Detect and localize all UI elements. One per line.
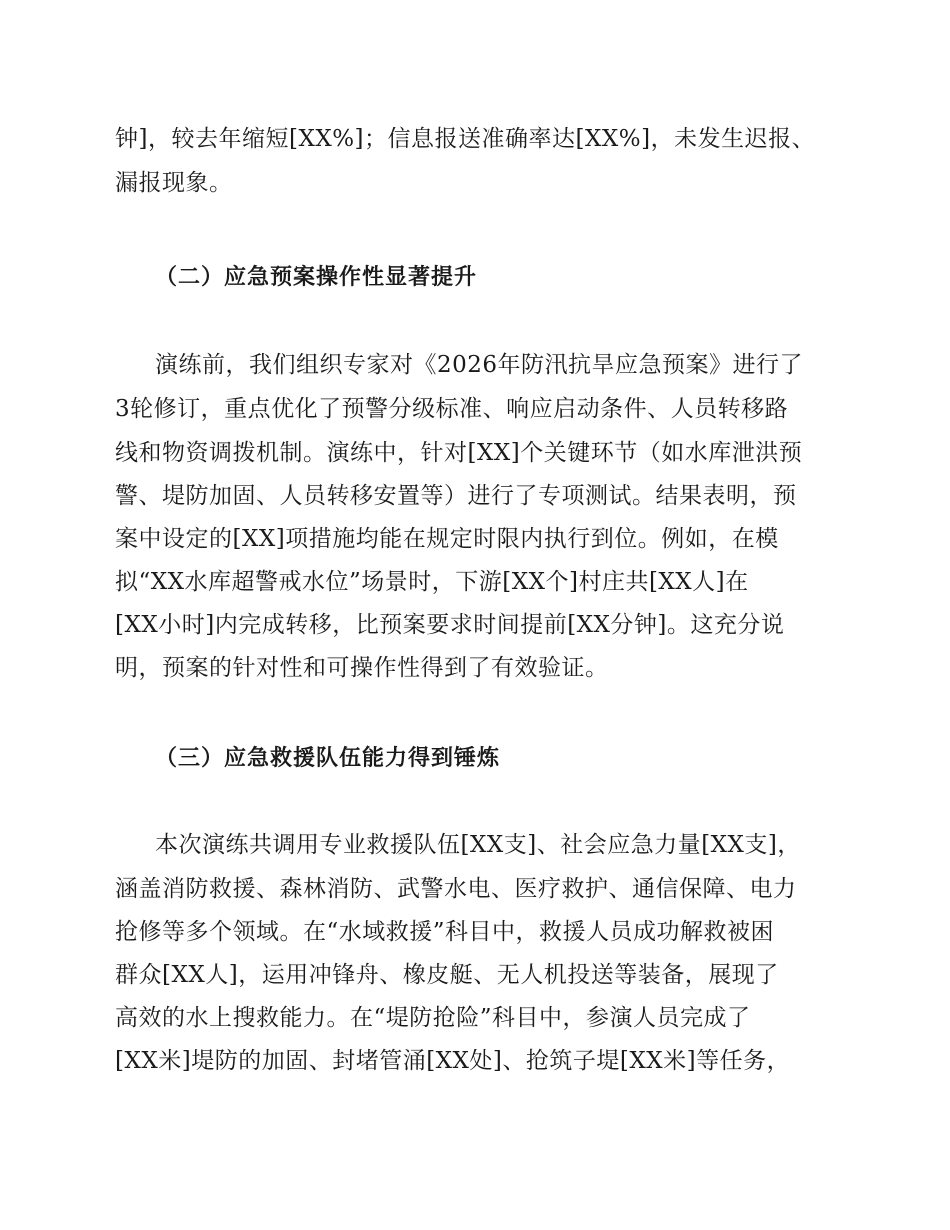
- paragraph-line: 涵盖消防救援、森林消防、武警水电、医疗救护、通信保障、电力: [115, 876, 797, 902]
- paragraph-line: 3轮修订，重点优化了预警分级标准、响应启动条件、人员转移路: [115, 396, 789, 422]
- paragraph-line: 群众[XX人]，运用冲锋舟、橡皮艇、无人机投送等装备，展现了: [115, 962, 779, 988]
- paragraph-line: 高效的水上搜救能力。在“堤防抢险”科目中，参演人员完成了: [115, 1005, 751, 1031]
- paragraph-line: 漏报现象。: [115, 170, 233, 196]
- paragraph-line: 明，预案的针对性和可操作性得到了有效验证。: [115, 655, 609, 681]
- paragraph-line: 案中设定的[XX]项措施均能在规定时限内执行到位。例如，在模: [115, 526, 779, 552]
- paragraph-line: 线和物资调拨机制。演练中，针对[XX]个关键环节（如水库泄洪预: [115, 440, 803, 466]
- paragraph-line: 拟“XX水库超警戒水位”场景时，下游[XX个]村庄共[XX人]在: [115, 569, 749, 595]
- paragraph-line: [XX米]堤防的加固、封堵管涌[XX处]、抢筑子堤[XX米]等任务，: [115, 1048, 791, 1074]
- paragraph-line: 本次演练共调用专业救援队伍[XX支]、社会应急力量[XX支]，: [155, 832, 801, 858]
- paragraph-line: 抢修等多个领域。在“水域救援”科目中，救援人员成功解救被困: [115, 919, 775, 945]
- section-heading: （二）应急预案操作性显著提升: [155, 265, 478, 290]
- paragraph-line: [XX小时]内完成转移，比预案要求时间提前[XX分钟]。这充分说: [115, 612, 785, 638]
- paragraph-line: 警、堤防加固、人员转移安置等）进行了专项测试。结果表明，预: [115, 483, 797, 509]
- paragraph-line: 演练前，我们组织专家对《2026年防汛抗旱应急预案》进行了: [155, 352, 804, 378]
- paragraph-line: 钟]，较去年缩短[XX%]；信息报送准确率达[XX%]，未发生迟报、: [115, 126, 816, 152]
- section-heading: （三）应急救援队伍能力得到锤炼: [155, 746, 501, 771]
